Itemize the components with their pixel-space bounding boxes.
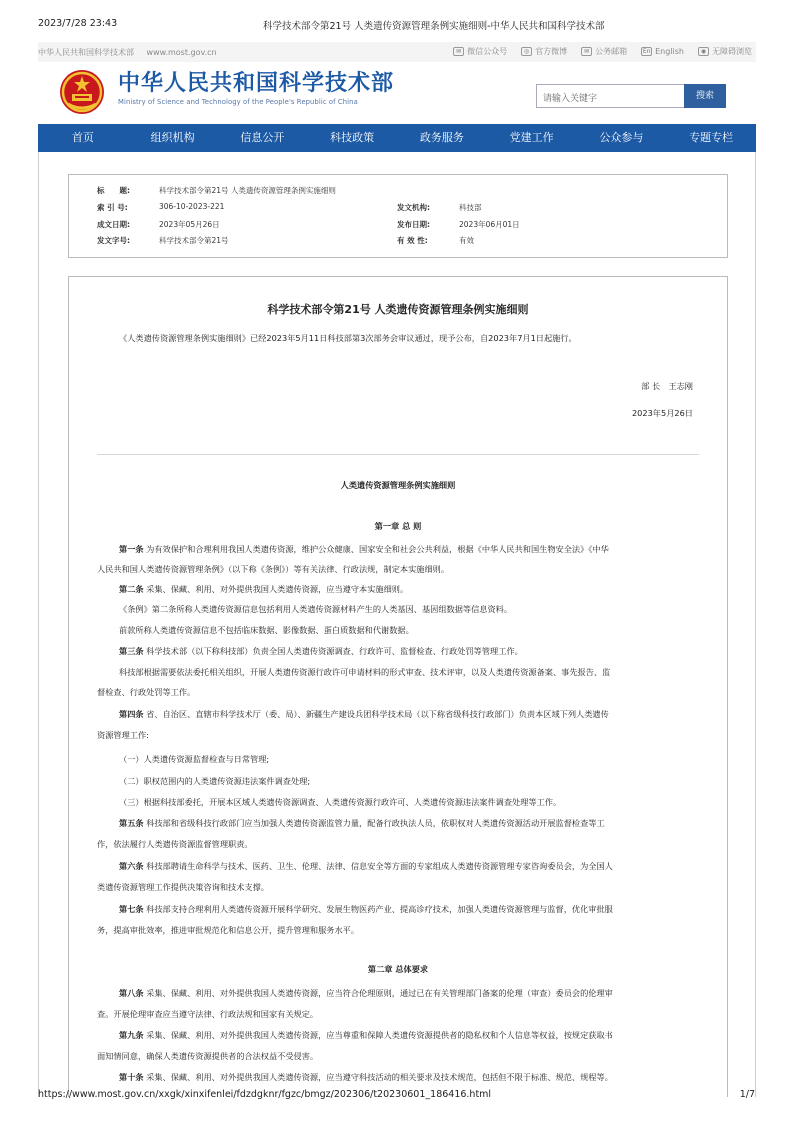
chapter-1-heading: 第一章 总 则 bbox=[374, 521, 422, 531]
accessibility-label: 无障碍浏览 bbox=[712, 47, 752, 56]
article-2-lead: 第二条 bbox=[119, 584, 144, 594]
article-6-lead: 第六条 bbox=[119, 861, 144, 871]
article-7-lead: 第七条 bbox=[119, 904, 144, 914]
print-title: 科学技术部令第21号 人类遗传资源管理条例实施细则-中华人民共和国科学技术部 bbox=[263, 21, 605, 32]
meta-docno-value: 科学技术部令第21号 bbox=[159, 236, 229, 245]
article-7-line-1: 科技部支持合理利用人类遗传资源开展科学研究、发展生物医药产业、提高诊疗技术，加强人类遗传资源管理与监督，优化审批服 bbox=[143, 904, 613, 914]
nav-item-services[interactable]: 政务服务 bbox=[419, 131, 464, 144]
article-1-cont: 人民共和国人类遗传资源管理条例》（以下称《条例》）等有关法律、行政法规，制定本实施细则。 bbox=[97, 564, 450, 574]
article-5-line-1: 科技部和省级科技行政部门应当加强人类遗传资源监管力量，配备行政执法人员，依职权对人类遗传资源活动开展监督检查等工 bbox=[143, 818, 605, 828]
article-4-item-1: （一）人类遗传资源监督检查与日常管理; bbox=[119, 754, 270, 764]
nav-item-policy[interactable]: 科技政策 bbox=[330, 131, 375, 144]
meta-title-label: 标 题: bbox=[97, 186, 130, 195]
divider bbox=[97, 454, 699, 455]
meta-created-label: 成文日期: bbox=[97, 220, 130, 229]
article-3-line-1: 科学技术部（以下称科技部）负责全国人类遗传资源调查、行政许可、监督检查、行政处罚等管理工作。 bbox=[143, 646, 523, 656]
search-box bbox=[536, 84, 726, 108]
article-10-lead: 第十条 bbox=[119, 1072, 144, 1082]
article-7-cont: 务，提高审批效率，推进审批规范化和信息公开，提升管理和服务水平。 bbox=[97, 925, 360, 935]
article-3-lead: 第三条 bbox=[119, 646, 144, 656]
chapter-2-heading: 第二章 总体要求 bbox=[367, 964, 429, 974]
article-7 bbox=[97, 899, 701, 919]
article-3-para-2: 科技部根据需要依法委托相关组织，开展人类遗传资源行政许可申请材料的形式审查、技术评审，以及人类遗传资源备案、事先报告、监 bbox=[119, 667, 611, 677]
doc-subtitle: 人类遗传资源管理条例实施细则 bbox=[340, 480, 456, 490]
meta-validity-value: 有效 bbox=[459, 236, 474, 245]
site-url: www.most.gov.cn bbox=[146, 48, 217, 57]
doc-date: 2023年5月26日 bbox=[631, 408, 693, 418]
meta-index-value: 306-10-2023-221 bbox=[159, 202, 225, 211]
brand-chinese: 中华人民共和国科学技术部 bbox=[118, 71, 395, 96]
site-name: 中华人民共和国科学技术部 bbox=[38, 48, 134, 57]
mail-link[interactable] bbox=[581, 46, 627, 57]
print-header bbox=[38, 18, 755, 32]
article-10-line-1: 采集、保藏、利用、对外提供我国人类遗传资源，应当遵守科技活动的相关要求及技术规范，包括但不限于标准、规范、规程等。 bbox=[143, 1072, 613, 1082]
article-4-lead: 第四条 bbox=[119, 709, 144, 719]
article-2-para-3: 前款所称人类遗传资源信息不包括临床数据、影像数据、蛋白质数据和代谢数据。 bbox=[119, 625, 414, 635]
article-1-line-1: 为有效保护和合理利用我国人类遗传资源，维护公众健康、国家安全和社会公共利益，根据《中华人民共和国生物安全法》《中华 bbox=[143, 544, 609, 554]
article-2 bbox=[97, 579, 701, 599]
article-9-lead: 第九条 bbox=[119, 1030, 144, 1040]
weibo-link[interactable] bbox=[521, 46, 567, 57]
meta-issuer-label: 发文机构: bbox=[397, 203, 430, 212]
print-page-number: 1/7 bbox=[739, 1089, 755, 1100]
weibo-label: 官方微博 bbox=[535, 47, 568, 56]
site-brand[interactable] bbox=[118, 72, 394, 106]
top-utility-bar bbox=[38, 42, 756, 62]
mail-label: 公务邮箱 bbox=[595, 47, 628, 56]
article-5-lead: 第五条 bbox=[119, 818, 144, 828]
article-4-cont: 资源管理工作: bbox=[97, 730, 149, 740]
article-9-line-1: 采集、保藏、利用、对外提供我国人类遗传资源，应当尊重和保障人类遗传资源提供者的隐私权和个人信息等权益，按规定获取书 bbox=[143, 1030, 613, 1040]
article-1 bbox=[97, 539, 701, 559]
article-6-line-1: 科技部聘请生命科学与技术、医药、卫生、伦理、法律、信息安全等方面的专家组成人类遗传资源管理专家咨询委员会，为全国人 bbox=[143, 861, 613, 871]
nav-item-public[interactable]: 公众参与 bbox=[599, 131, 644, 144]
article-8-line-1: 采集、保藏、利用、对外提供我国人类遗传资源，应当符合伦理原则，通过已在有关管理部门备案的伦理（审查）委员会的伦理审 bbox=[143, 988, 613, 998]
article-8 bbox=[97, 983, 701, 1003]
english-icon: En bbox=[642, 48, 651, 55]
article-4 bbox=[97, 704, 701, 724]
meta-published-label: 发布日期: bbox=[397, 220, 430, 229]
document-metadata bbox=[68, 174, 728, 258]
article-6 bbox=[97, 856, 701, 876]
national-emblem-icon[interactable] bbox=[58, 68, 106, 116]
accessibility-link[interactable] bbox=[698, 46, 752, 57]
meta-validity-label: 有 效 性: bbox=[397, 236, 428, 245]
article-3-para-2-cont: 督检查、行政处罚等工作。 bbox=[97, 687, 196, 697]
article-2-line-1: 采集、保藏、利用、对外提供我国人类遗传资源，应当遵守本实施细则。 bbox=[143, 584, 409, 594]
article-8-lead: 第八条 bbox=[119, 988, 144, 998]
accessibility-icon: ◉ bbox=[698, 47, 709, 56]
english-label: English bbox=[655, 47, 684, 56]
article-4-item-2: （二）职权范围内的人类遗传资源违法案件调查处理; bbox=[119, 776, 311, 786]
article-3 bbox=[97, 641, 701, 661]
wechat-link[interactable] bbox=[453, 46, 507, 57]
site-header bbox=[38, 66, 756, 118]
wechat-label: 微信公众号 bbox=[467, 47, 508, 56]
search-input[interactable]: 请输入关键字 bbox=[536, 84, 684, 108]
nav-item-organization[interactable]: 组织机构 bbox=[150, 131, 195, 144]
article-2-para-2: 《条例》第二条所称人类遗传资源信息包括利用人类遗传资源材料产生的人类基因、基因组数据等信息资料。 bbox=[119, 604, 513, 614]
wechat-icon: ✉ bbox=[453, 47, 464, 56]
meta-index-label: 索 引 号: bbox=[97, 203, 128, 212]
nav-item-home[interactable]: 首页 bbox=[71, 131, 94, 144]
print-footer bbox=[38, 1089, 755, 1103]
article-5 bbox=[97, 813, 701, 833]
brand-english: Ministry of Science and Technology of the People's Republic of China bbox=[118, 98, 358, 106]
document-content bbox=[68, 276, 728, 1097]
article-1-lead: 第一条 bbox=[119, 544, 144, 554]
meta-created-value: 2023年05月26日 bbox=[159, 220, 220, 229]
article-6-cont: 类遗传资源管理工作提供决策咨询和技术支撑。 bbox=[97, 882, 269, 892]
article-4-item-3: （三）根据科技部委托，开展本区域人类遗传资源调查、人类遗传资源行政许可、人类遗传资源违法案件调查处理等工作。 bbox=[119, 797, 562, 807]
english-link[interactable] bbox=[641, 46, 684, 57]
article-8-cont: 查。开展伦理审查应当遵守法律、行政法规和国家有关规定。 bbox=[97, 1009, 319, 1019]
article-4-line-1: 省、自治区、直辖市科学技术厅（委、局）、新疆生产建设兵团科学技术局（以下称省级科技行政部门）负责本区域下列人类遗传 bbox=[143, 709, 609, 719]
meta-issuer-value: 科技部 bbox=[459, 203, 482, 212]
article-9-cont: 面知情同意，确保人类遗传资源提供者的合法权益不受侵害。 bbox=[97, 1051, 319, 1061]
main-nav bbox=[38, 124, 756, 152]
meta-docno-label: 发文字号: bbox=[97, 236, 130, 245]
meta-title-value: 科学技术部令第21号 人类遗传资源管理条例实施细则 bbox=[159, 186, 336, 195]
article-5-cont: 作，依法履行人类遗传资源监督管理职责。 bbox=[97, 839, 253, 849]
meta-published-value: 2023年06月01日 bbox=[459, 220, 520, 229]
article-9 bbox=[97, 1025, 701, 1045]
print-datetime: 2023/7/28 23:43 bbox=[38, 18, 118, 29]
doc-intro: 《人类遗传资源管理条例实施细则》已经2023年5月11日科技部第3次部务会审议通过，现予公布，自2023年7月1日起施行。 bbox=[119, 333, 577, 343]
print-url: https://www.most.gov.cn/xxgk/xinxifenlei/fdzdgknr/fgzc/bmgz/202306/t20230601_186416.html bbox=[38, 1089, 492, 1100]
nav-item-topics[interactable]: 专题专栏 bbox=[689, 131, 734, 144]
doc-title: 科学技术部令第21号 人类遗传资源管理条例实施细则 bbox=[267, 303, 529, 316]
weibo-icon: ◎ bbox=[521, 47, 532, 56]
nav-item-disclosure[interactable]: 信息公开 bbox=[240, 131, 285, 144]
nav-item-party[interactable]: 党建工作 bbox=[509, 131, 554, 144]
doc-signer: 部 长 王志刚 bbox=[641, 381, 693, 391]
article-10 bbox=[97, 1067, 701, 1087]
search-button[interactable]: 搜索 bbox=[684, 84, 726, 108]
mail-icon: ✉ bbox=[581, 47, 592, 56]
